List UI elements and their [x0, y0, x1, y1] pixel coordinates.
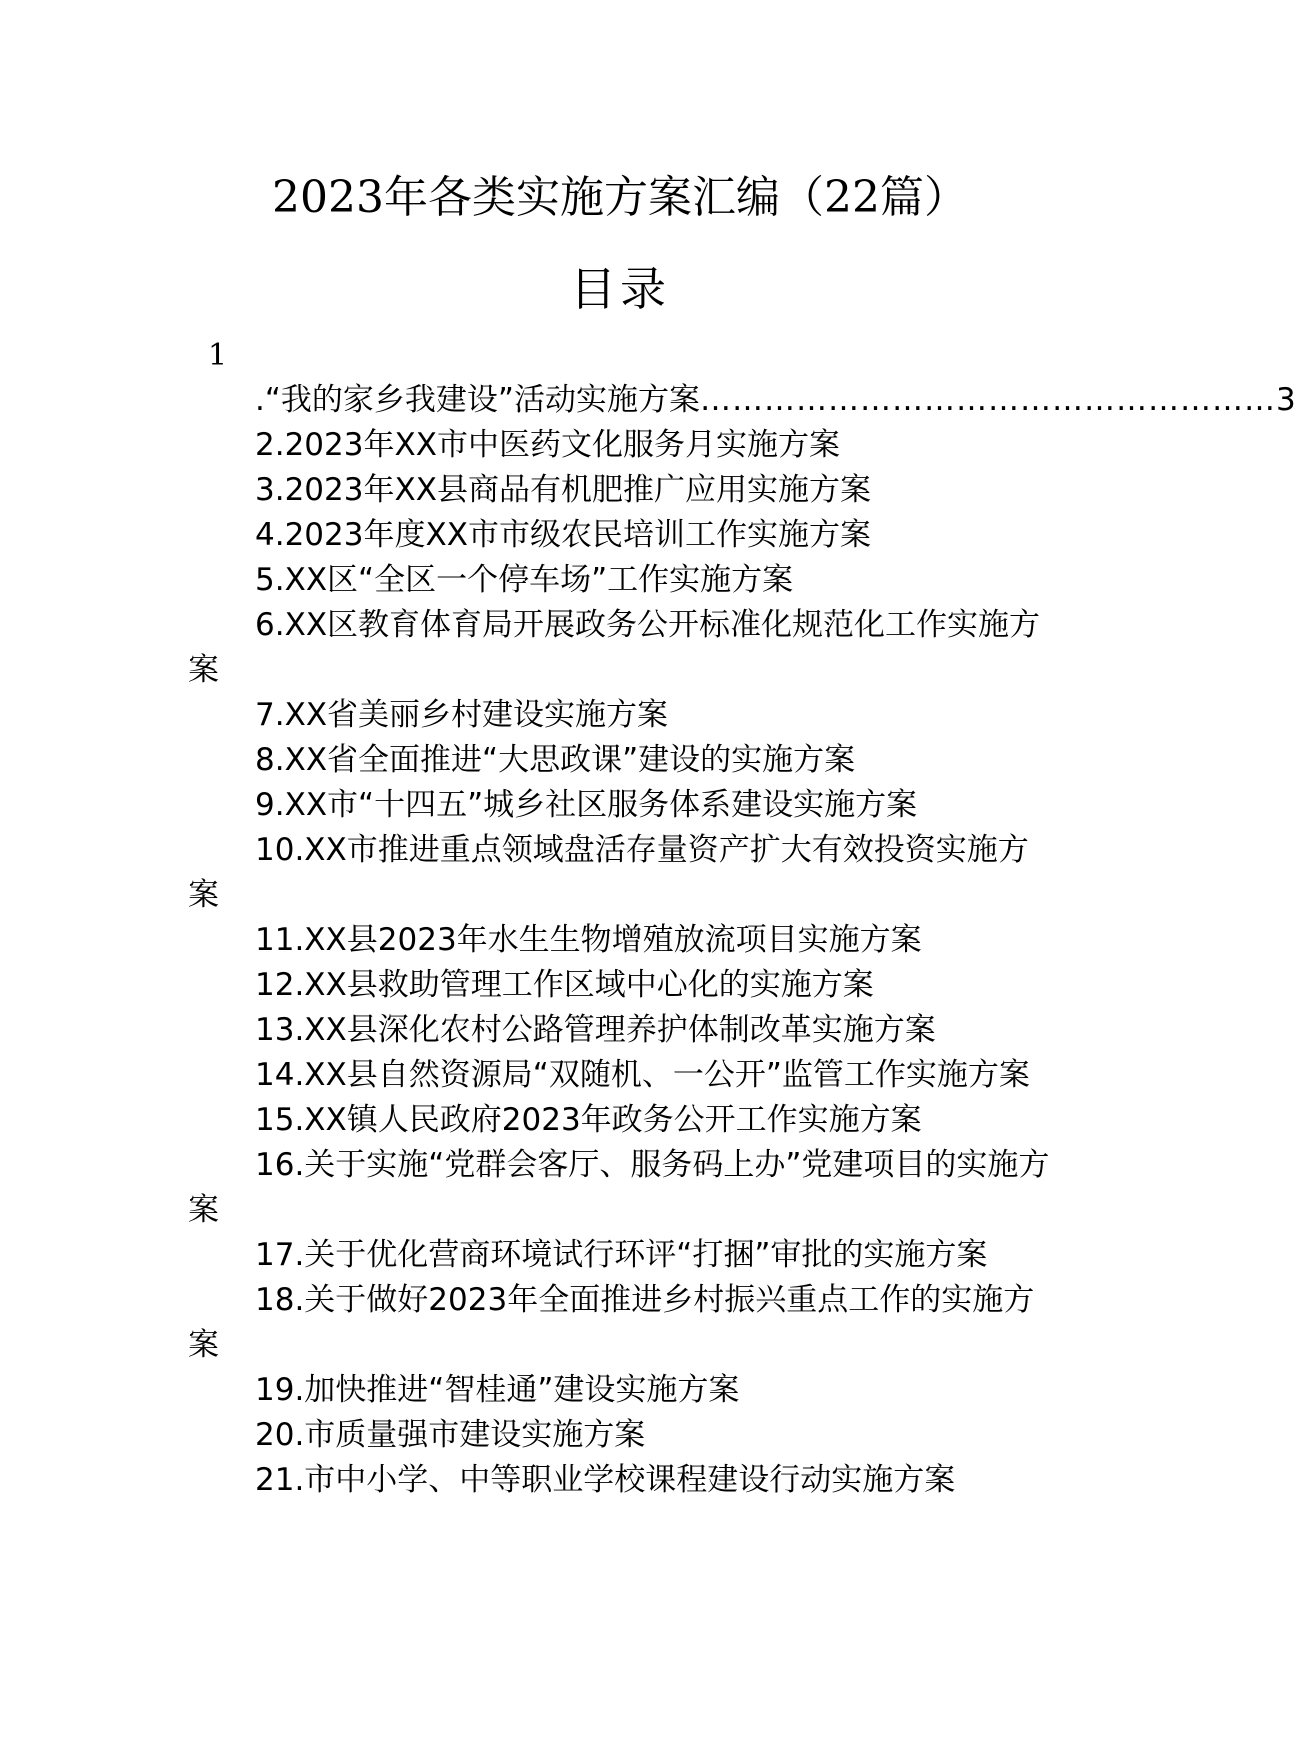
toc-heading: 目录 — [570, 262, 670, 316]
toc-leader-dots: ……………………………………………… — [699, 382, 1276, 418]
toc-entry-15[interactable]: 15.XX镇人民政府2023年政务公开工作实施方案 — [255, 1102, 922, 1138]
document-title — [0, 168, 1240, 228]
toc-entry-20[interactable]: 20.市质量强市建设实施方案 — [255, 1417, 646, 1453]
toc-entry-3[interactable]: 3.2023年XX县商品有机肥推广应用实施方案 — [255, 472, 871, 508]
toc-entry-10[interactable]: 10.XX市推进重点领域盘活存量资产扩大有效投资实施方案 — [188, 832, 1029, 913]
toc-entry-21[interactable]: 21.市中小学、中等职业学校课程建设行动实施方案 — [255, 1462, 956, 1498]
title-end: 篇） — [879, 172, 968, 223]
toc-entry-18[interactable]: 18.关于做好2023年全面推进乡村振兴重点工作的实施方案 — [188, 1282, 1035, 1363]
stray-number: 1 — [208, 338, 228, 373]
toc-entry-19[interactable]: 19.加快推进“智桂通”建设实施方案 — [255, 1372, 740, 1408]
toc-entry-9[interactable]: 9.XX市“十四五”城乡社区服务体系建设实施方案 — [255, 787, 918, 823]
toc-list — [188, 378, 1296, 1503]
toc-entry-5[interactable]: 5.XX区“全区一个停车场”工作实施方案 — [255, 562, 794, 598]
toc-entry-4[interactable]: 4.2023年度XX市市级农民培训工作实施方案 — [255, 517, 871, 553]
title-year: 2023 — [272, 172, 384, 223]
toc-entry-16[interactable]: 16.关于实施“党群会客厅、服务码上办”党建项目的实施方案 — [188, 1147, 1050, 1228]
toc-page-number: 3 — [1275, 382, 1296, 418]
title-count: 22 — [823, 172, 880, 223]
title-mid: 年各类实施方案汇编（ — [383, 172, 824, 223]
toc-entry-text: .“我的家乡我建设”活动实施方案 — [255, 382, 700, 418]
toc-entry-14[interactable]: 14.XX县自然资源局“双随机、一公开”监管工作实施方案 — [255, 1057, 1030, 1093]
toc-entry-17[interactable]: 17.关于优化营商环境试行环评“打捆”审批的实施方案 — [255, 1237, 988, 1273]
toc-entry-2[interactable]: 2.2023年XX市中医药文化服务月实施方案 — [255, 427, 840, 463]
toc-entry-13[interactable]: 13.XX县深化农村公路管理养护体制改革实施方案 — [255, 1012, 936, 1048]
toc-entry-8[interactable]: 8.XX省全面推进“大思政课”建设的实施方案 — [255, 742, 856, 778]
toc-entry-12[interactable]: 12.XX县救助管理工作区域中心化的实施方案 — [255, 967, 874, 1003]
toc-entry-11[interactable]: 11.XX县2023年水生生物增殖放流项目实施方案 — [255, 922, 922, 958]
toc-entry-7[interactable]: 7.XX省美丽乡村建设实施方案 — [255, 697, 669, 733]
toc-entry-6[interactable]: 6.XX区教育体育局开展政务公开标准化规范化工作实施方案 — [188, 607, 1041, 688]
toc-entry-1[interactable] — [188, 378, 1296, 423]
